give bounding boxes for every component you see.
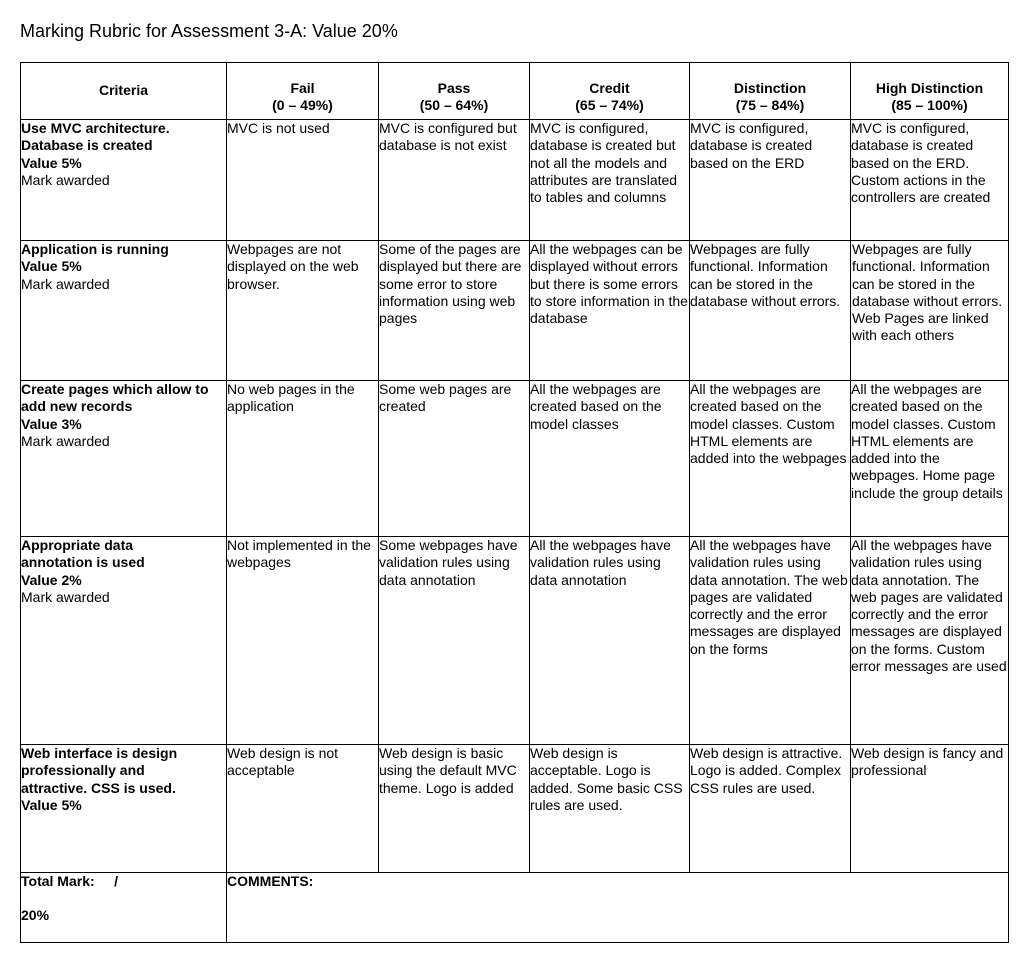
page-title: Marking Rubric for Assessment 3-A: Value 20% [20, 21, 398, 41]
criteria-cell: Application is running Value 5% Mark awarded [21, 241, 227, 381]
high-distinction-cell: All the webpages are created based on the model classes. Custom HTML elements are added into the webpages. Home page include the group details [851, 381, 1009, 537]
high-distinction-cell: Webpages are fully functional. Information can be stored in the database without errors. Web Pages are linked with each others [851, 241, 1009, 381]
table-row [21, 745, 1009, 873]
total-out-of: 20% [21, 907, 50, 924]
criteria-cell: Use MVC architecture. Database is created Value 5% Mark awarded [21, 120, 227, 241]
distinction-cell: Webpages are fully functional. Information can be stored in the database without errors. [690, 241, 851, 381]
header-fail: Fail (0 – 49%) [227, 63, 379, 120]
total-mark-cell [21, 873, 227, 943]
criteria-cell: Appropriate data annotation is used Value 2% Mark awarded [21, 537, 227, 745]
table-row [21, 537, 1009, 745]
comments-label: COMMENTS: [227, 873, 314, 889]
criteria-cell: Create pages which allow to add new records Value 3% Mark awarded [21, 381, 227, 537]
table-row [21, 381, 1009, 537]
distinction-cell: MVC is configured, database is created based on the ERD [690, 120, 851, 241]
distinction-cell: All the webpages are created based on the model classes. Custom HTML elements are added into the webpages [690, 381, 851, 537]
header-high-distinction: High Distinction (85 – 100%) [851, 63, 1009, 120]
distinction-cell: Web design is attractive. Logo is added. Complex CSS rules are used. [690, 745, 851, 873]
pass-cell: Some webpages have validation rules using data annotation [379, 537, 530, 745]
credit-cell: All the webpages are created based on the model classes [530, 381, 690, 537]
table-row [21, 241, 1009, 381]
pass-cell: Some of the pages are displayed but there are some error to store information using web pages [379, 241, 530, 381]
total-mark-label: Total Mark: / [21, 873, 118, 889]
header-criteria: Criteria [21, 63, 227, 120]
fail-cell: MVC is not used [227, 120, 379, 241]
credit-cell: Web design is acceptable. Logo is added. Some basic CSS rules are used. [530, 745, 690, 873]
pass-cell: Some web pages are created [379, 381, 530, 537]
pass-cell: Web design is basic using the default MVC theme. Logo is added [379, 745, 530, 873]
high-distinction-cell: All the webpages have validation rules using data annotation. The web pages are validated correctly and the error messages are displayed on the forms. Custom error messages are used [851, 537, 1009, 745]
credit-cell: All the webpages have validation rules using data annotation [530, 537, 690, 745]
high-distinction-cell: Web design is fancy and professional [851, 745, 1009, 873]
fail-cell: No web pages in the application [227, 381, 379, 537]
credit-cell: All the webpages can be displayed without errors but there is some errors to store information in the database [530, 241, 690, 381]
distinction-cell: All the webpages have validation rules using data annotation. The web pages are validated correctly and the error messages are displayed on the forms [690, 537, 851, 745]
header-row [21, 63, 1009, 120]
fail-cell: Not implemented in the webpages [227, 537, 379, 745]
high-distinction-cell: MVC is configured, database is created based on the ERD. Custom actions in the controllers are created [851, 120, 1009, 241]
header-distinction: Distinction (75 – 84%) [690, 63, 851, 120]
credit-cell: MVC is configured, database is created but not all the models and attributes are translated to tables and columns [530, 120, 690, 241]
fail-cell: Webpages are not displayed on the web browser. [227, 241, 379, 381]
pass-cell: MVC is configured but database is not exist [379, 120, 530, 241]
table-row [21, 120, 1009, 241]
comments-cell[interactable] [227, 873, 1009, 943]
rubric-table [20, 62, 1009, 943]
header-pass: Pass (50 – 64%) [379, 63, 530, 120]
fail-cell: Web design is not acceptable [227, 745, 379, 873]
criteria-cell: Web interface is design professionally and attractive. CSS is used. Value 5% [21, 745, 227, 873]
header-credit: Credit (65 – 74%) [530, 63, 690, 120]
total-row [21, 873, 1009, 943]
